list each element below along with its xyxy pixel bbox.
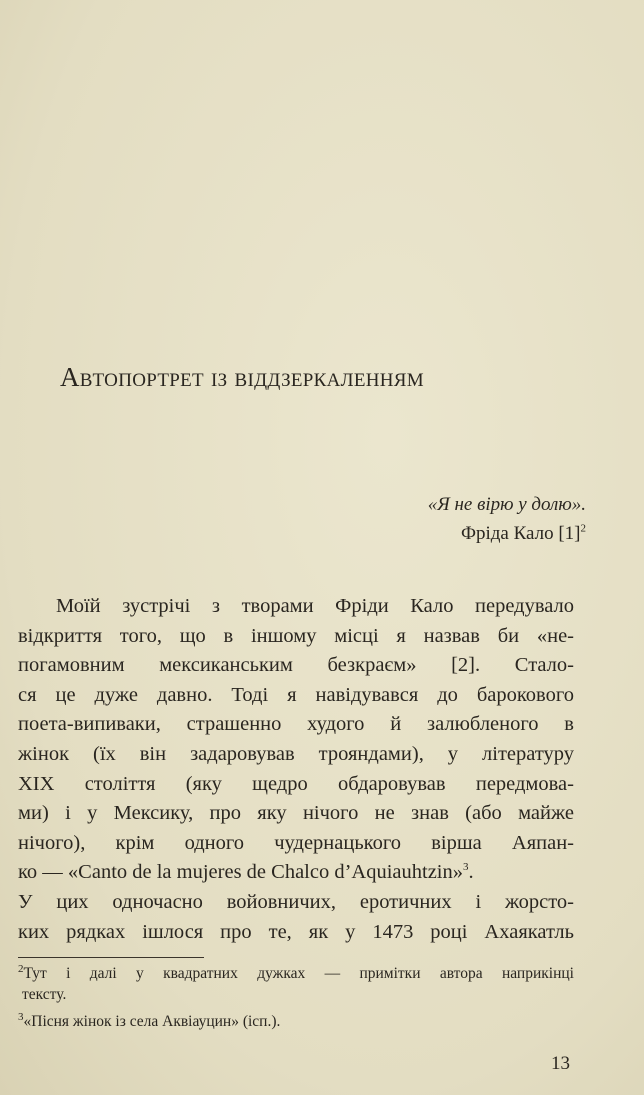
footnote-3-text: «Пісня жінок із села Аквіауцин» (ісп.). [23,1013,281,1030]
body-line-12: ких рядках ішлося про те, як у 1473 році Ахаякатль [18,920,574,943]
body-line-8: ми) і у Мексику, про яку нічого не знав (або майже [18,802,574,825]
epigraph-attribution: Фріда Кало [1] [460,523,581,544]
epigraph-footnote-mark: 2 [580,522,586,535]
body-line-7: XIX століття (яку щедро обдаровував передмова- [18,772,574,795]
footnote-2-mark: 2 [18,962,24,975]
footnote-2-text: Тут і далі у квадратних дужках — примітки автора наприкінці [23,965,574,982]
epigraph-attribution-line [428,519,586,548]
page-number: 13 [551,1053,570,1074]
body-line-10: ко — «Canto de la mujeres de Chalco d’Aquiauhtzin» [18,861,464,884]
footnote-2-line-1 [18,963,574,984]
body-line-2: відкриття того, що в іншому місці я назвав би «не- [18,624,574,647]
body-line-9: нічого), крім одного чудернацького вірша Аяпан- [18,831,574,854]
body-line-11: У цих одночасно войовничих, еротичних і жорсто- [18,890,574,913]
epigraph-quote: «Я не вірю у долю». [427,494,586,515]
body-line-5: поета-випиваки, страшенно худого й залюбленого в [18,713,574,736]
body-line-3: погамовним мексиканським безкраєм» [2]. Стало- [18,654,574,677]
footnote-2-line-2: тексту. [22,986,67,1003]
footnote-3 [18,1011,574,1032]
chapter-title: Автопортрет із віддзеркаленням [60,362,424,392]
footnotes [18,963,574,1032]
epigraph [428,490,586,548]
body-paragraph [18,592,574,947]
footnote-3-mark: 3 [18,1010,24,1023]
body-footnote-mark-3: 3 [463,861,469,874]
body-line-10-wrap: ко — «Canto de la mujeres de Chalco d’Aquiauhtzin»$^3$. [18,861,474,884]
body-line-6: жінок (їх він задаровував трояндами), у літературу [18,742,574,765]
body-line-1: Моїй зустрічі з творами Фріди Кало передувало [56,595,574,617]
body-line-4: ся це дуже давно. Тоді я навідувався до барокового [18,683,574,706]
footnote-divider [18,957,204,958]
